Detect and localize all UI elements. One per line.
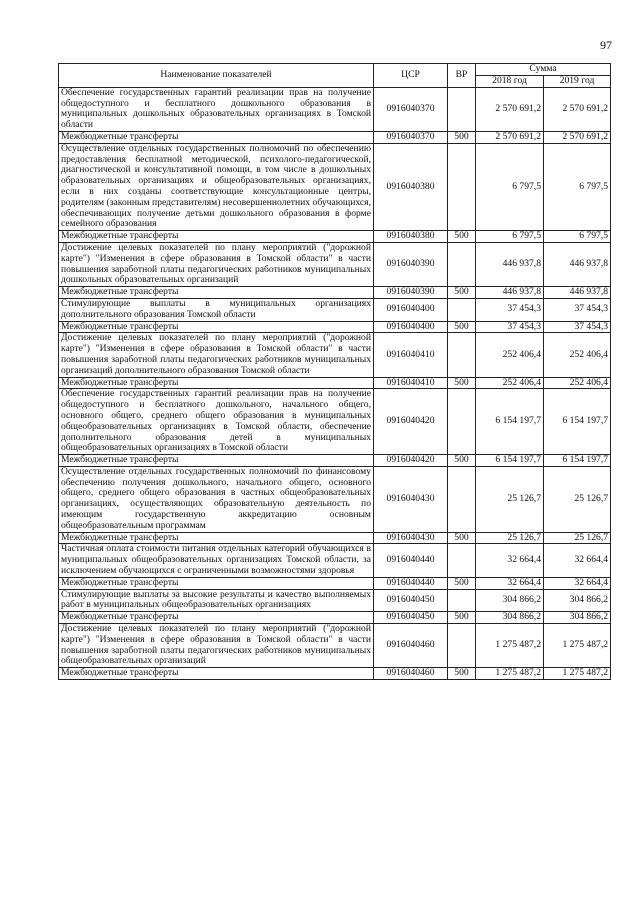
- budget-table: [58, 63, 611, 680]
- csr-code: 0916040410: [374, 333, 448, 377]
- amount-2018: 6 797,5: [476, 143, 544, 230]
- csr-code: 0916040450: [374, 612, 448, 624]
- csr-code: 0916040400: [374, 321, 448, 333]
- vr-code: [448, 333, 476, 377]
- column-header-csr: ЦСР: [374, 64, 448, 88]
- amount-2019: 446 937,8: [544, 242, 611, 286]
- indicator-name: Обеспечение государственных гарантий реализации прав на получение общедоступного и бесплатного дошкольного, начального общего, основного общего, среднего общего образования в муниципальных общеобразовательных организациях в Томской области, обеспечение дополнительного образования детей в муниципальных общеобразовательных организациях в Томской области: [59, 389, 374, 455]
- vr-code: 500: [448, 455, 476, 467]
- amount-2018: 446 937,8: [476, 287, 544, 299]
- indicator-name: Осуществление отдельных государственных полномочий по финансовому обеспечению получения дошкольного, начального общего, основного общего, среднего общего образования в частных общеобразовательных организациях, осуществляющих образовательную деятельность по имеющим государственную аккредитацию основным общеобразовательным программам: [59, 466, 374, 532]
- vr-code: 500: [448, 321, 476, 333]
- csr-code: 0916040370: [374, 87, 448, 131]
- indicator-name: Межбюджетные трансферты: [59, 231, 374, 243]
- amount-2019: 25 126,7: [544, 532, 611, 544]
- amount-2018: 6 797,5: [476, 231, 544, 243]
- csr-code: 0916040380: [374, 143, 448, 230]
- page-number: 97: [600, 38, 612, 52]
- table-row: [59, 532, 611, 544]
- vr-code: [448, 87, 476, 131]
- amount-2019: 2 570 691,2: [544, 131, 611, 143]
- amount-2019: 32 664,4: [544, 577, 611, 589]
- amount-2018: 37 454,3: [476, 321, 544, 333]
- amount-2019: 446 937,8: [544, 287, 611, 299]
- column-header-year-2019: 2019 год: [544, 76, 611, 88]
- amount-2019: 1 275 487,2: [544, 624, 611, 668]
- amount-2018: 25 126,7: [476, 532, 544, 544]
- amount-2018: 2 570 691,2: [476, 131, 544, 143]
- indicator-name: Межбюджетные трансферты: [59, 577, 374, 589]
- amount-2018: 2 570 691,2: [476, 87, 544, 131]
- vr-code: 500: [448, 577, 476, 589]
- csr-code: 0916040400: [374, 298, 448, 321]
- table-row: [59, 231, 611, 243]
- csr-code: 0916040380: [374, 231, 448, 243]
- amount-2018: 32 664,4: [476, 544, 544, 577]
- amount-2018: 446 937,8: [476, 242, 544, 286]
- amount-2019: 6 154 197,7: [544, 455, 611, 467]
- csr-code: 0916040390: [374, 287, 448, 299]
- csr-code: 0916040440: [374, 577, 448, 589]
- amount-2019: 25 126,7: [544, 466, 611, 532]
- amount-2018: 6 154 197,7: [476, 455, 544, 467]
- table-row: [59, 242, 611, 286]
- table-row: [59, 624, 611, 668]
- amount-2019: 252 406,4: [544, 377, 611, 389]
- amount-2019: 6 797,5: [544, 231, 611, 243]
- vr-code: [448, 389, 476, 455]
- table-row: [59, 612, 611, 624]
- table-row: [59, 143, 611, 230]
- table-row: [59, 455, 611, 467]
- indicator-name: Осуществление отдельных государственных полномочий по обеспечению предоставления бесплатной методической, психолого-педагогической, диагностической и консультативной помощи, в том числе в дошкольных образовательных организациях и общеобразовательных организациях, если в них созданы соответствующие консультационные центры, родителям (законным представителям) несовершеннолетних обучающихся, обеспечивающих получение детьми дошкольного образования в форме семейного образования: [59, 143, 374, 230]
- csr-code: 0916040420: [374, 389, 448, 455]
- amount-2018: 252 406,4: [476, 333, 544, 377]
- amount-2018: 37 454,3: [476, 298, 544, 321]
- csr-code: 0916040430: [374, 466, 448, 532]
- amount-2019: 37 454,3: [544, 321, 611, 333]
- csr-code: 0916040410: [374, 377, 448, 389]
- table-row: [59, 298, 611, 321]
- indicator-name: Межбюджетные трансферты: [59, 612, 374, 624]
- amount-2018: 304 866,2: [476, 612, 544, 624]
- indicator-name: Достижение целевых показателей по плану мероприятий ("дорожной карте") "Изменения в сфере образования в Томской области" в части повышения заработной платы педагогических работников муниципальных организаций дополнительного образования Томской области: [59, 333, 374, 377]
- csr-code: 0916040450: [374, 589, 448, 612]
- indicator-name: Межбюджетные трансферты: [59, 131, 374, 143]
- csr-code: 0916040460: [374, 624, 448, 668]
- table-row: [59, 577, 611, 589]
- vr-code: 500: [448, 131, 476, 143]
- table-row: [59, 131, 611, 143]
- csr-code: 0916040370: [374, 131, 448, 143]
- indicator-name: Частичная оплата стоимости питания отдельных категорий обучающихся в муниципальных общеобразовательных организациях Томской области, за исключением обучающихся с ограниченными возможностями здоровья: [59, 544, 374, 577]
- csr-code: 0916040390: [374, 242, 448, 286]
- amount-2019: 1 275 487,2: [544, 668, 611, 680]
- amount-2019: 304 866,2: [544, 589, 611, 612]
- table-row: [59, 333, 611, 377]
- column-header-year-2018: 2018 год: [476, 76, 544, 88]
- vr-code: [448, 143, 476, 230]
- indicator-name: Достижение целевых показателей по плану мероприятий ("дорожной карте") "Изменения в сфере образования в Томской области" в части повышения заработной платы педагогических работников муниципальных дошкольных образовательных организаций: [59, 242, 374, 286]
- indicator-name: Межбюджетные трансферты: [59, 287, 374, 299]
- vr-code: [448, 466, 476, 532]
- csr-code: 0916040420: [374, 455, 448, 467]
- table-header: [59, 64, 611, 88]
- amount-2018: 304 866,2: [476, 589, 544, 612]
- amount-2019: 304 866,2: [544, 612, 611, 624]
- table-row: [59, 544, 611, 577]
- table-body: [59, 87, 611, 679]
- amount-2019: 32 664,4: [544, 544, 611, 577]
- amount-2019: 37 454,3: [544, 298, 611, 321]
- amount-2018: 6 154 197,7: [476, 389, 544, 455]
- table-row: [59, 321, 611, 333]
- table-row: [59, 287, 611, 299]
- amount-2018: 32 664,4: [476, 577, 544, 589]
- amount-2019: 6 797,5: [544, 143, 611, 230]
- vr-code: [448, 589, 476, 612]
- amount-2019: 2 570 691,2: [544, 87, 611, 131]
- vr-code: 500: [448, 287, 476, 299]
- column-header-name: Наименование показателей: [59, 64, 374, 88]
- indicator-name: Межбюджетные трансферты: [59, 668, 374, 680]
- amount-2018: 252 406,4: [476, 377, 544, 389]
- csr-code: 0916040430: [374, 532, 448, 544]
- table-row: [59, 589, 611, 612]
- vr-code: [448, 242, 476, 286]
- table-row: [59, 377, 611, 389]
- indicator-name: Обеспечение государственных гарантий реализации прав на получение общедоступного и бесплатного дошкольного образования в муниципальных дошкольных образовательных организациях в Томской области: [59, 87, 374, 131]
- vr-code: [448, 544, 476, 577]
- table-row: [59, 87, 611, 131]
- amount-2018: 1 275 487,2: [476, 668, 544, 680]
- indicator-name: Межбюджетные трансферты: [59, 377, 374, 389]
- indicator-name: Достижение целевых показателей по плану мероприятий ("дорожной карте") "Изменения в сфере образования в Томской области" в части повышения заработной платы педагогических работников муниципальных общеобразовательных организаций: [59, 624, 374, 668]
- csr-code: 0916040460: [374, 668, 448, 680]
- indicator-name: Межбюджетные трансферты: [59, 532, 374, 544]
- amount-2019: 6 154 197,7: [544, 389, 611, 455]
- vr-code: [448, 298, 476, 321]
- table-row: [59, 466, 611, 532]
- indicator-name: Межбюджетные трансферты: [59, 455, 374, 467]
- column-header-vr: ВР: [448, 64, 476, 88]
- vr-code: 500: [448, 612, 476, 624]
- table-row: [59, 389, 611, 455]
- indicator-name: Стимулирующие выплаты за высокие результаты и качество выполняемых работ в муниципальных общеобразовательных организациях: [59, 589, 374, 612]
- amount-2019: 252 406,4: [544, 333, 611, 377]
- amount-2018: 25 126,7: [476, 466, 544, 532]
- column-header-sum: Сумма: [476, 64, 611, 76]
- vr-code: 500: [448, 532, 476, 544]
- csr-code: 0916040440: [374, 544, 448, 577]
- indicator-name: Стимулирующие выплаты в муниципальных организациях дополнительного образования Томской области: [59, 298, 374, 321]
- amount-2018: 1 275 487,2: [476, 624, 544, 668]
- indicator-name: Межбюджетные трансферты: [59, 321, 374, 333]
- vr-code: 500: [448, 668, 476, 680]
- vr-code: [448, 624, 476, 668]
- vr-code: 500: [448, 231, 476, 243]
- vr-code: 500: [448, 377, 476, 389]
- table-row: [59, 668, 611, 680]
